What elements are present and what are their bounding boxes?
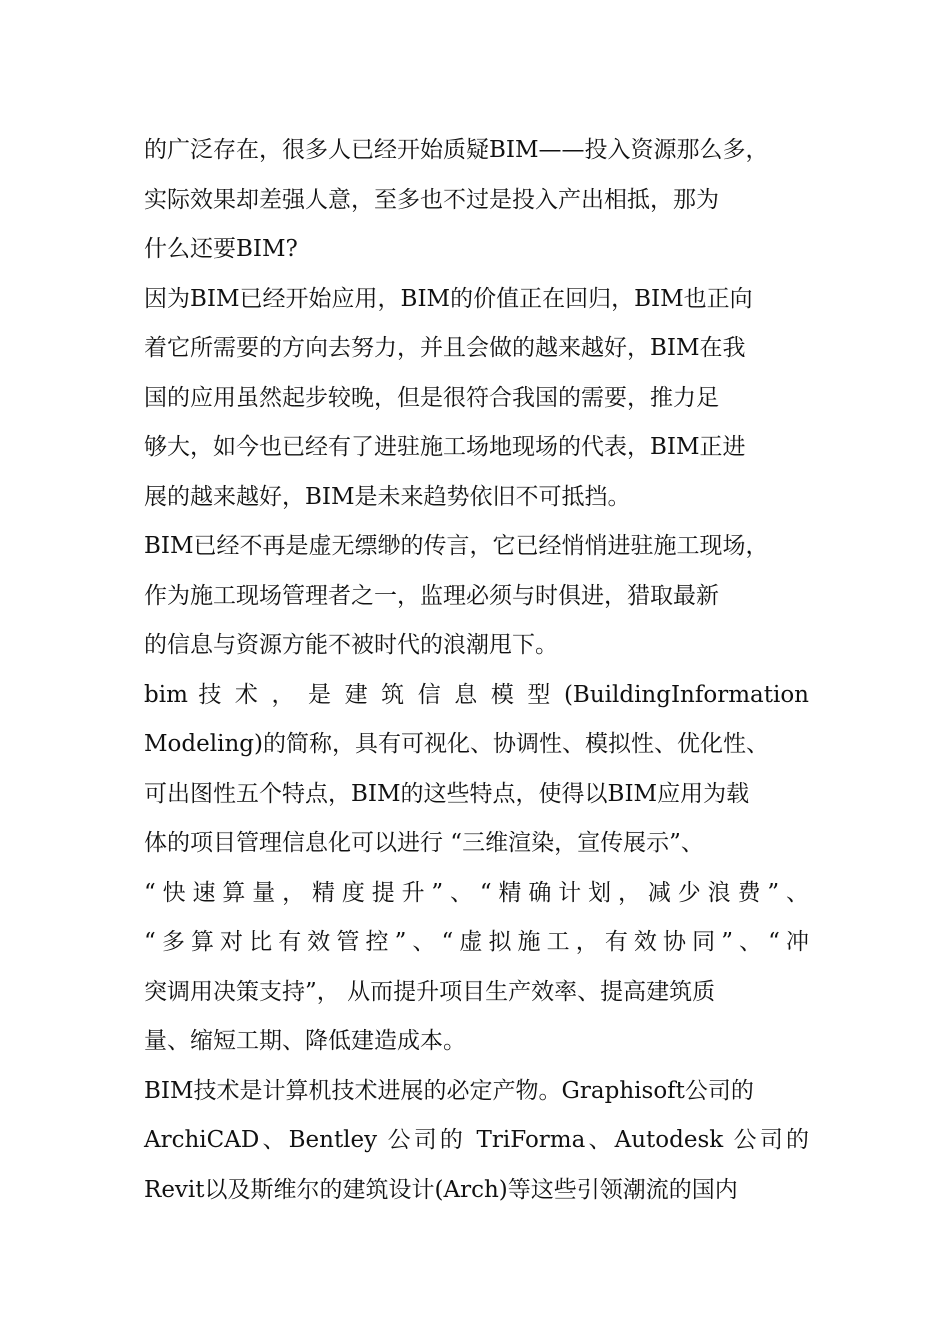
paragraph-5: [144, 1067, 809, 1216]
text-line: 体的项目管理信息化可以进行 “三维渲染，宣传展示”、: [144, 830, 704, 856]
text-line: Modeling)的简称，具有可视化、协调性、模拟性、优化性、: [144, 731, 769, 757]
document-body: [144, 126, 809, 1215]
text-line: 作为施工现场管理者之一，监理必须与时俱进，猎取最新: [144, 582, 719, 609]
text-line: 展的越来越好，BIM是未来趋势依旧不可抵挡。: [144, 483, 631, 510]
paragraph-4: [144, 671, 809, 1067]
text-line: bim 技 术 ， 是 建 筑 信 息 模 型 (BuildingInformation: [144, 681, 809, 708]
text-line: 因为BIM已经开始应用，BIM的价值正在回归，BIM也正向: [144, 285, 753, 312]
text-line: 什么还要BIM?: [144, 236, 298, 262]
text-line: 的信息与资源方能不被时代的浪潮甩下。: [144, 632, 558, 658]
text-line: 的广泛存在，很多人已经开始质疑BIM——投入资源那么多，: [144, 137, 769, 163]
text-line: Revit以及斯维尔的建筑设计(Arch)等这些引领潮流的国内: [144, 1176, 738, 1203]
text-line: 突调用决策支持”， 从而提升项目生产效率、提高建筑质: [144, 978, 716, 1005]
text-line: “快速算量，精度提升”、“精确计划，减少浪费”、: [144, 879, 809, 906]
text-line: 国的应用虽然起步较晚，但是很符合我国的需要，推力足: [144, 384, 719, 411]
paragraph-1: [144, 126, 809, 275]
text-line: 着它所需要的方向去努力，并且会做的越来越好，BIM在我: [144, 335, 746, 361]
text-line: ArchiCAD、Bentley 公司的 TriForma、Autodesk 公司的: [144, 1127, 809, 1153]
text-line: 够大，如今也已经有了进驻施工场地现场的代表，BIM正进: [144, 434, 746, 460]
paragraph-3: [144, 522, 809, 671]
text-line: BIM技术是计算机技术进展的必定产物。Graphisoft公司的: [144, 1077, 754, 1104]
text-line: 实际效果却差强人意，至多也不过是投入产出相抵，那为: [144, 186, 719, 213]
text-line: BIM已经不再是虚无缥缈的传言，它已经悄悄进驻施工现场，: [144, 533, 769, 559]
text-line: “多算对比有效管控”、“虚拟施工，有效协同”、“冲: [144, 929, 809, 955]
text-line: 可出图性五个特点，BIM的这些特点，使得以BIM应用为载: [144, 780, 750, 807]
paragraph-2: [144, 275, 809, 523]
text-line: 量、缩短工期、降低建造成本。: [144, 1028, 466, 1054]
